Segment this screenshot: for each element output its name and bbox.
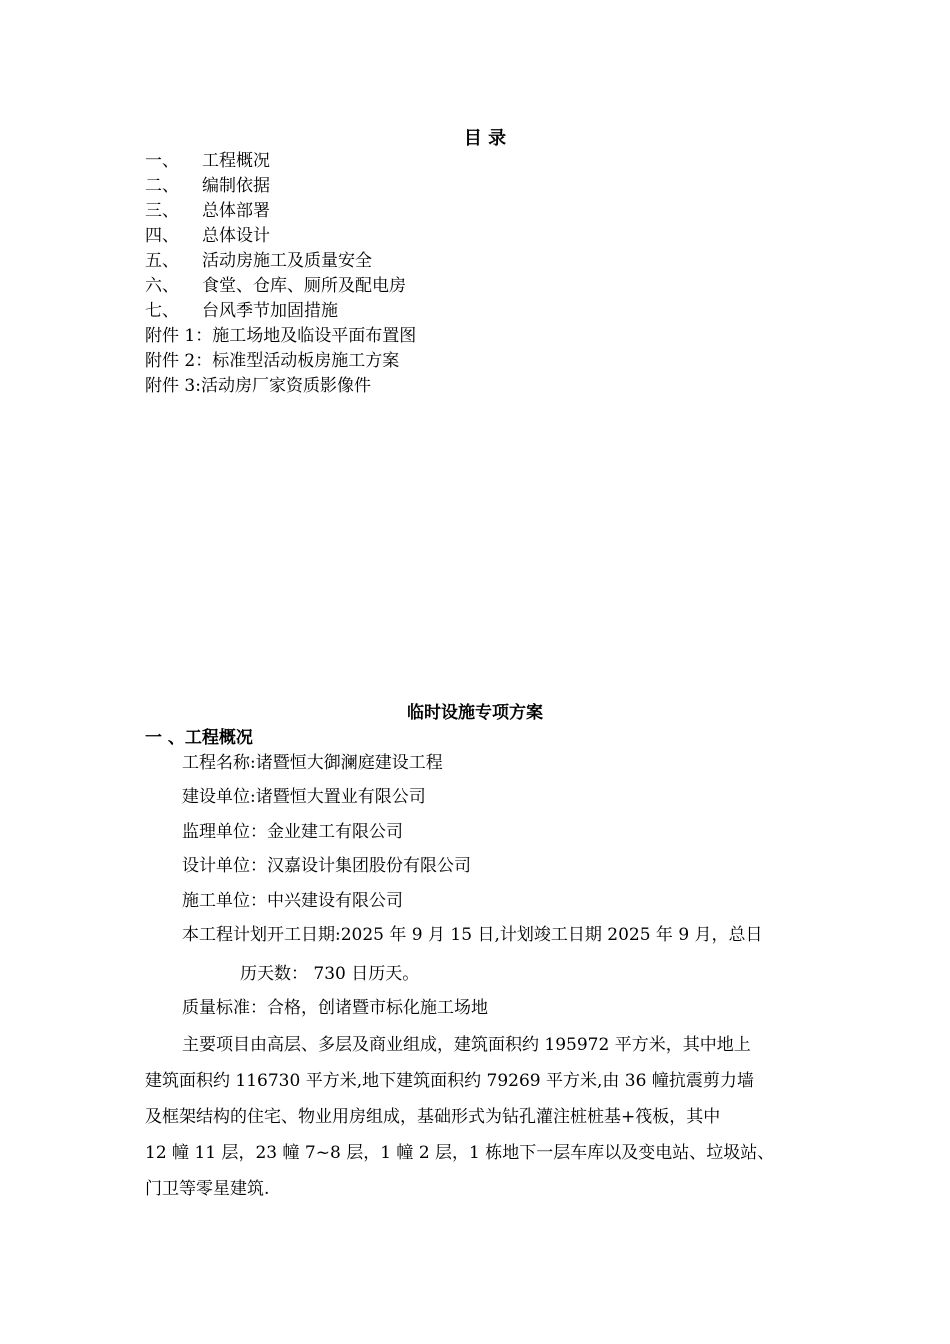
description-line: 及框架结构的住宅、物业用房组成，基础形式为钻孔灌注桩桩基+筏板，其中 xyxy=(145,1107,721,1127)
toc-item xyxy=(145,149,270,174)
toc-title: 目 录 xyxy=(463,128,507,149)
toc-item-label: 总体设计 xyxy=(202,226,270,246)
toc-item xyxy=(145,199,270,224)
quality-field: 质量标准：合格，创诸暨市标化施工场地 xyxy=(182,998,488,1018)
schedule-line: 历天数： 730 日历天。 xyxy=(240,964,420,984)
contractor-field: 施工单位：中兴建设有限公司 xyxy=(182,891,403,911)
toc-item-number: 四、 xyxy=(145,226,179,246)
section-heading: 一 、工程概况 xyxy=(145,728,253,748)
supervisor-field: 监理单位：金业建工有限公司 xyxy=(182,822,403,842)
toc-item xyxy=(145,299,338,324)
toc-item-label: 编制依据 xyxy=(202,176,270,196)
description-line: 门卫等零星建筑. xyxy=(145,1179,270,1199)
toc-item-label: 活动房施工及质量安全 xyxy=(202,251,372,271)
builder-field: 建设单位:诸暨恒大置业有限公司 xyxy=(182,787,426,807)
toc-item-label: 工程概况 xyxy=(202,151,270,171)
toc-item xyxy=(145,174,270,199)
description-line: 12 幢 11 层，23 幢 7~8 层，1 幢 2 层，1 栋地下一层车库以及变电站、垃圾站、 xyxy=(145,1143,775,1163)
toc-item-label: 台风季节加固措施 xyxy=(202,301,338,321)
description-line: 建筑面积约 116730 平方米,地下建筑面积约 79269 平方米,由 36 幢抗震剪力墙 xyxy=(145,1071,754,1091)
toc-item-number: 五、 xyxy=(145,251,179,271)
toc-item-number: 七、 xyxy=(145,301,179,321)
toc-item xyxy=(145,274,406,299)
description-line: 主要项目由高层、多层及商业组成，建筑面积约 195972 平方米，其中地上 xyxy=(182,1035,751,1055)
designer-field: 设计单位：汉嘉设计集团股份有限公司 xyxy=(182,856,471,876)
toc-item xyxy=(145,224,270,249)
toc-item-number: 一、 xyxy=(145,151,179,171)
toc-attachment: 附件 1：施工场地及临设平面布置图 xyxy=(145,326,417,346)
toc-item-label: 总体部署 xyxy=(202,201,270,221)
toc-item-number: 六、 xyxy=(145,276,179,296)
project-name-field: 工程名称:诸暨恒大御澜庭建设工程 xyxy=(182,753,443,773)
toc-item-number: 三、 xyxy=(145,201,179,221)
plan-title: 临时设施专项方案 xyxy=(407,703,543,723)
toc-item xyxy=(145,249,372,274)
toc-attachment: 附件 2：标准型活动板房施工方案 xyxy=(145,351,400,371)
toc-attachment: 附件 3:活动房厂家资质影像件 xyxy=(145,376,371,396)
toc-item-number: 二、 xyxy=(145,176,179,196)
schedule-line: 本工程计划开工日期:2025 年 9 月 15 日,计划竣工日期 2025 年 9 月，总日 xyxy=(182,925,763,945)
toc-item-label: 食堂、仓库、厕所及配电房 xyxy=(202,276,406,296)
